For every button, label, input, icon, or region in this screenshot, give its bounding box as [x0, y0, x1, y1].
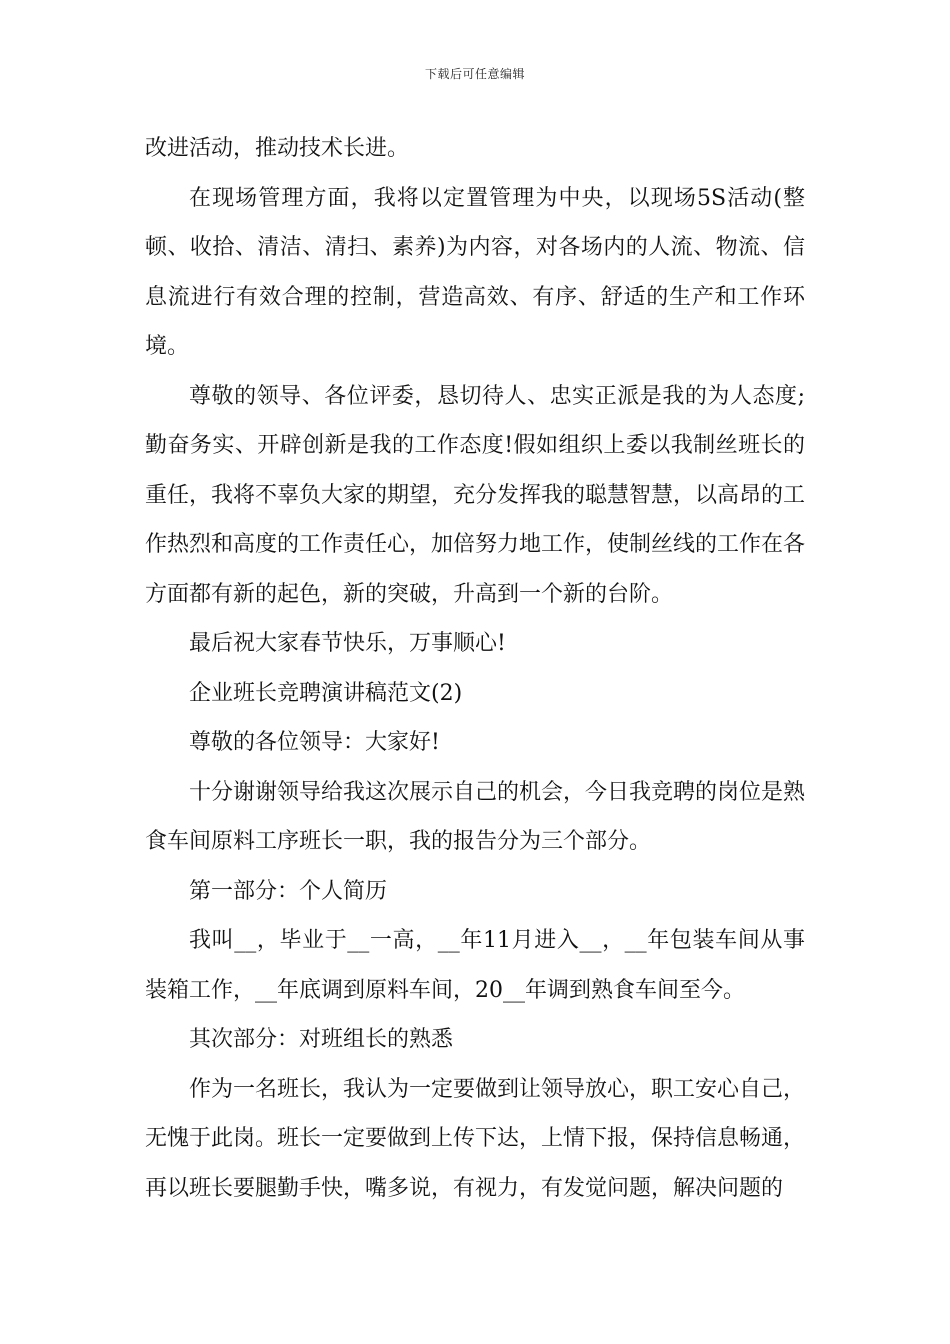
paragraph-9: 我叫__，毕业于__一高，__年11月进入__，__年包装车间从事装箱工作，__年底调到原料车间，20__年调到熟食车间至今。: [145, 928, 805, 1003]
page-header: 下载后可任意编辑: [424, 67, 525, 81]
part-two-heading: 其次部分：对班组长的熟悉: [189, 1027, 454, 1052]
section-title: 企业班长竞聘演讲稿范文(2): [189, 680, 463, 706]
paragraph-11: 作为一名班长，我认为一定要做到让领导放心，职工安心自己，无愧于此岗。班长一定要做到上传下达，上情下报，保持信息畅通，再以班长要腿勤手快，嘴多说，有视力，有发觉问题，解决问题的: [145, 1076, 806, 1201]
paragraph-1: 改进活动，推动技术长进。: [145, 136, 410, 161]
part-one-heading: 第一部分：个人简历: [189, 878, 388, 904]
paragraph-3: 尊敬的领导、各位评委，恳切待人、忠实正派是我的为人态度;勤奋务实、开辟创新是我的工作态度!假如组织上委以我制丝班长的重任，我将不辜负大家的期望，充分发挥我的聪慧智慧，以高昂的工作热烈和高度的工作责任心，加倍努力地工作，使制丝线的工作在各方面都有新的起色，新的突破，升高到一个新的台阶。: [145, 383, 806, 607]
paragraph-2: 在现场管理方面，我将以定置管理为中央，以现场5S活动(整顿、收拾、清洁、清扫、素养)为内容，对各场内的人流、物流、信息流进行有效合理的控制，营造高效、有序、舒适的生产和工作环境。: [145, 185, 805, 359]
document-body: [145, 124, 805, 1213]
paragraph-4: 最后祝大家春节快乐，万事顺心!: [189, 631, 506, 656]
paragraph-7: 十分谢谢领导给我这次展示自己的机会，今日我竞聘的岗位是熟食车间原料工序班长一职，我的报告分为三个部分。: [145, 779, 806, 854]
greeting: 尊敬的各位领导：大家好!: [189, 730, 440, 755]
